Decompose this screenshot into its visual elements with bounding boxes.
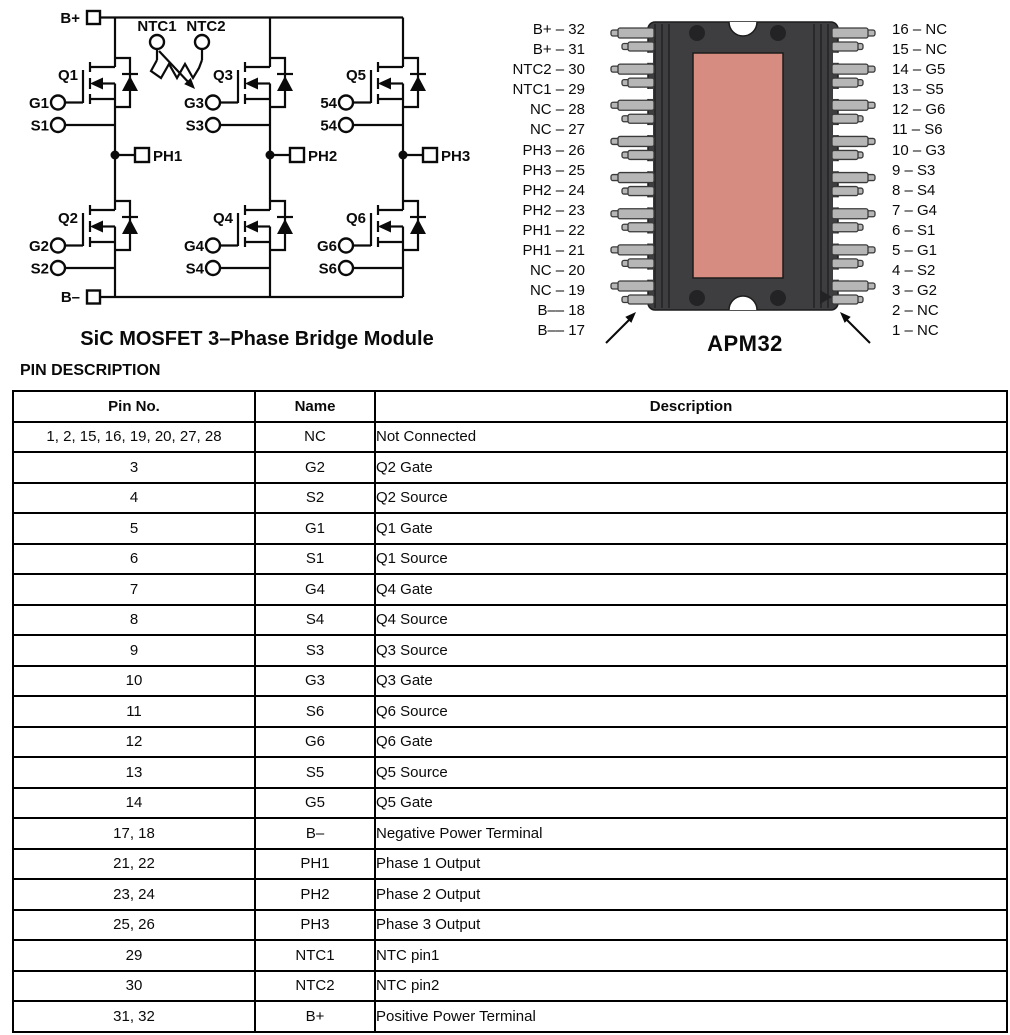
pkg-pin-label: NC – 19: [529, 282, 585, 300]
pin-description-table: [12, 390, 1008, 1033]
pin-no-cell: 23, 24: [13, 879, 255, 910]
name-cell: PH1: [255, 849, 375, 880]
description-cell: Not Connected: [375, 422, 1007, 453]
package-pin: [618, 173, 654, 183]
mosfet-q3: [184, 58, 293, 135]
name-cell: G1: [255, 513, 375, 544]
package-pin: [832, 150, 858, 159]
pin-no-cell: 14: [13, 788, 255, 819]
edge-notch: [643, 53, 653, 63]
package-pin: [832, 78, 858, 87]
edge-notch: [833, 197, 843, 207]
package-pin: [628, 78, 654, 87]
description-cell: Negative Power Terminal: [375, 818, 1007, 849]
pkg-pin-label: NTC2 – 30: [512, 61, 585, 79]
pin-no-cell: 1, 2, 15, 16, 19, 20, 27, 28: [13, 422, 255, 453]
package-pin: [628, 187, 654, 196]
name-cell: S6: [255, 696, 375, 727]
pkg-pin-label: 4 – S2: [892, 262, 936, 280]
package-pin: [832, 28, 868, 38]
name-cell: NTC1: [255, 940, 375, 971]
pin-no-cell: 6: [13, 544, 255, 575]
table-row: [13, 1001, 1007, 1032]
mosfet-q4: [184, 201, 293, 278]
gate-label: G1: [28, 95, 49, 112]
gate-label: G4: [183, 238, 204, 255]
edge-notch: [833, 125, 843, 135]
edge-notch: [833, 161, 843, 171]
package-pin: [832, 209, 868, 219]
fet-name-label: Q5: [345, 67, 366, 84]
name-cell: G6: [255, 727, 375, 758]
edge-notch: [833, 234, 843, 244]
pin-no-cell: 21, 22: [13, 849, 255, 880]
pin1-arrow: [840, 312, 870, 343]
package-pin: [628, 114, 654, 123]
pkg-pin-label: 16 – NC: [892, 21, 948, 38]
fet-name-label: Q6: [345, 210, 366, 227]
pin-no-cell: 31, 32: [13, 1001, 255, 1032]
description-cell: Q6 Source: [375, 696, 1007, 727]
pin-description-heading: PIN DESCRIPTION: [20, 362, 161, 379]
pkg-pin-label: PH1 – 22: [522, 221, 585, 239]
package-left-pin-labels: [495, 20, 585, 342]
name-cell: S4: [255, 605, 375, 636]
name-cell: S1: [255, 544, 375, 575]
name-cell: B–: [255, 818, 375, 849]
edge-notch: [833, 89, 843, 99]
pin-no-cell: 3: [13, 452, 255, 483]
pkg-pin-label: 11 – S6: [892, 121, 943, 139]
pkg-pin-label: 12 – G6: [892, 101, 946, 119]
package-pin: [832, 245, 868, 255]
description-cell: NTC pin2: [375, 971, 1007, 1002]
mosfet-q1: [29, 58, 138, 135]
source-label: S3: [185, 117, 204, 135]
package-pin: [628, 223, 654, 232]
col-header-name: Name: [255, 391, 375, 422]
table-row: [13, 818, 1007, 849]
pkg-pin-label: PH1 – 21: [522, 242, 585, 260]
pkg-pin-label: 2 – NC: [892, 302, 939, 320]
table-row: [13, 696, 1007, 727]
package-pin: [618, 64, 654, 74]
pkg-pin-label: 13 – S5: [892, 81, 944, 99]
edge-notch: [643, 89, 653, 99]
table-row: [13, 422, 1007, 453]
halfbridge-col-2: [266, 18, 338, 298]
edge-notch: [833, 270, 843, 280]
bminus-label: B–: [60, 289, 80, 306]
bplus-terminal: [87, 11, 100, 24]
description-cell: Q1 Gate: [375, 513, 1007, 544]
table-row: [13, 971, 1007, 1002]
edge-notch: [643, 125, 653, 135]
pin-no-cell: 29: [13, 940, 255, 971]
gate-label: 54: [320, 95, 337, 112]
package-pin: [832, 223, 858, 232]
pkg-pin-label: 10 – G3: [892, 141, 946, 159]
pkg-pin-label: PH2 – 23: [522, 201, 585, 219]
fet-name-label: Q4: [212, 210, 233, 227]
source-label: S4: [185, 260, 204, 278]
description-cell: Q4 Source: [375, 605, 1007, 636]
pin-no-cell: 30: [13, 971, 255, 1002]
mosfet-q2: [29, 201, 138, 278]
table-row: [13, 879, 1007, 910]
pkg-pin-label: 1 – NC: [892, 322, 939, 340]
pkg-pin-label: NC – 20: [529, 262, 585, 280]
description-cell: Phase 3 Output: [375, 910, 1007, 941]
edge-notch: [643, 234, 653, 244]
halfbridge-col-3: [399, 18, 471, 298]
pin-no-cell: 17, 18: [13, 818, 255, 849]
schematic-caption: SiC MOSFET 3–Phase Bridge Module: [80, 328, 434, 350]
pkg-pin-label: 8 – S4: [892, 181, 936, 199]
package-pin: [832, 64, 868, 74]
pin-no-cell: 7: [13, 574, 255, 605]
package-pin: [832, 136, 868, 146]
pin17-arrow: [606, 312, 636, 343]
package-pin: [832, 114, 858, 123]
mosfet-q5: [320, 58, 426, 135]
table-row: [13, 513, 1007, 544]
phase-terminal: [290, 148, 304, 162]
pkg-pin-label: B–– 18: [537, 302, 585, 320]
pin-no-cell: 10: [13, 666, 255, 697]
description-cell: Q2 Gate: [375, 452, 1007, 483]
table-row: [13, 544, 1007, 575]
package-drawing: [598, 12, 878, 358]
package-pin: [628, 150, 654, 159]
description-cell: Positive Power Terminal: [375, 1001, 1007, 1032]
edge-notch: [643, 270, 653, 280]
pkg-pin-label: NC – 28: [529, 101, 585, 119]
halfbridge-col-1: [111, 18, 183, 298]
phase-label: PH2: [308, 148, 338, 165]
pkg-pin-label: NTC1 – 29: [512, 81, 585, 99]
schematic-diagram: [0, 0, 505, 360]
edge-notch: [833, 53, 843, 63]
package-pin: [832, 100, 868, 110]
package-pin: [618, 245, 654, 255]
name-cell: PH2: [255, 879, 375, 910]
fet-name-label: Q3: [212, 67, 233, 84]
name-cell: S5: [255, 757, 375, 788]
table-row: [13, 910, 1007, 941]
package-pin: [832, 187, 858, 196]
pkg-pin-label: 9 – S3: [892, 161, 936, 179]
table-row: [13, 605, 1007, 636]
name-cell: NC: [255, 422, 375, 453]
pin-no-cell: 8: [13, 605, 255, 636]
source-label: S2: [30, 260, 49, 278]
package-pin: [832, 281, 868, 291]
pkg-pin-label: 5 – G1: [892, 242, 938, 260]
gate-label: G3: [183, 95, 204, 112]
pkg-pin-label: PH3 – 25: [522, 161, 585, 179]
gate-label: G6: [316, 238, 337, 255]
pin-no-cell: 11: [13, 696, 255, 727]
table-row: [13, 757, 1007, 788]
gate-label: G2: [28, 238, 49, 255]
description-cell: Q1 Source: [375, 544, 1007, 575]
name-cell: B+: [255, 1001, 375, 1032]
description-cell: NTC pin1: [375, 940, 1007, 971]
package-pin: [832, 295, 858, 304]
package-pin: [628, 42, 654, 51]
description-cell: Phase 2 Output: [375, 879, 1007, 910]
col-header-description: Description: [375, 391, 1007, 422]
name-cell: PH3: [255, 910, 375, 941]
pkg-pin-label: PH3 – 26: [522, 141, 585, 159]
mosfet-q6: [317, 201, 426, 278]
pin-no-cell: 5: [13, 513, 255, 544]
table-row: [13, 574, 1007, 605]
source-label: 54: [320, 117, 337, 135]
name-cell: S2: [255, 483, 375, 514]
package-pin: [832, 42, 858, 51]
phase-label: PH1: [153, 148, 183, 165]
bminus-terminal: [87, 291, 100, 304]
pkg-pin-label: 7 – G4: [892, 201, 938, 219]
name-cell: G2: [255, 452, 375, 483]
package-pin: [832, 173, 868, 183]
package-pin: [628, 295, 654, 304]
corner-hole: [770, 25, 786, 41]
description-cell: Q5 Gate: [375, 788, 1007, 819]
pin-no-cell: 12: [13, 727, 255, 758]
name-cell: G4: [255, 574, 375, 605]
description-cell: Q2 Source: [375, 483, 1007, 514]
phase-terminal: [423, 148, 437, 162]
table-header-row: [13, 391, 1007, 422]
corner-hole: [689, 25, 705, 41]
pkg-pin-label: B–– 17: [537, 322, 585, 340]
phase-label: PH3: [441, 148, 471, 165]
edge-notch: [643, 197, 653, 207]
description-cell: Q5 Source: [375, 757, 1007, 788]
pkg-pin-label: B+ – 32: [532, 21, 585, 38]
table-row: [13, 727, 1007, 758]
package-pin: [628, 259, 654, 268]
corner-hole: [770, 290, 786, 306]
description-cell: Q6 Gate: [375, 727, 1007, 758]
package-pin: [618, 136, 654, 146]
phase-terminal: [135, 148, 149, 162]
table-row: [13, 849, 1007, 880]
pin-no-cell: 4: [13, 483, 255, 514]
name-cell: G5: [255, 788, 375, 819]
table-row: [13, 483, 1007, 514]
description-cell: Q4 Gate: [375, 574, 1007, 605]
package-center-pad: [693, 53, 783, 278]
edge-notch: [643, 161, 653, 171]
pkg-pin-label: B+ – 31: [532, 41, 585, 59]
name-cell: NTC2: [255, 971, 375, 1002]
description-cell: Q3 Gate: [375, 666, 1007, 697]
source-label: S6: [318, 260, 337, 278]
bplus-label: B+: [60, 10, 80, 27]
package-name: APM32: [707, 331, 783, 352]
ntc1-label: NTC1: [137, 18, 177, 35]
pin-no-cell: 25, 26: [13, 910, 255, 941]
package-pin: [832, 259, 858, 268]
package-right-pin-labels: [892, 20, 1004, 342]
package-pin: [618, 28, 654, 38]
table-row: [13, 940, 1007, 971]
table-row: [13, 666, 1007, 697]
pkg-pin-label: 15 – NC: [892, 41, 948, 59]
package-pin: [618, 100, 654, 110]
ntc2-label: NTC2: [186, 18, 226, 35]
description-cell: Phase 1 Output: [375, 849, 1007, 880]
pkg-pin-label: 14 – G5: [892, 61, 946, 79]
name-cell: G3: [255, 666, 375, 697]
fet-name-label: Q1: [57, 67, 78, 84]
package-pin: [618, 209, 654, 219]
name-cell: S3: [255, 635, 375, 666]
pin-no-cell: 13: [13, 757, 255, 788]
source-label: S1: [30, 117, 49, 135]
description-cell: Q3 Source: [375, 635, 1007, 666]
pkg-pin-label: NC – 27: [529, 121, 585, 139]
pkg-pin-label: 3 – G2: [892, 282, 938, 300]
pkg-pin-label: PH2 – 24: [522, 181, 585, 199]
pin-no-cell: 9: [13, 635, 255, 666]
col-header-pin-no: Pin No.: [13, 391, 255, 422]
table-row: [13, 788, 1007, 819]
package-pin: [618, 281, 654, 291]
fet-name-label: Q2: [57, 210, 78, 227]
pkg-pin-label: 6 – S1: [892, 221, 936, 239]
corner-hole: [689, 290, 705, 306]
table-row: [13, 635, 1007, 666]
table-row: [13, 452, 1007, 483]
